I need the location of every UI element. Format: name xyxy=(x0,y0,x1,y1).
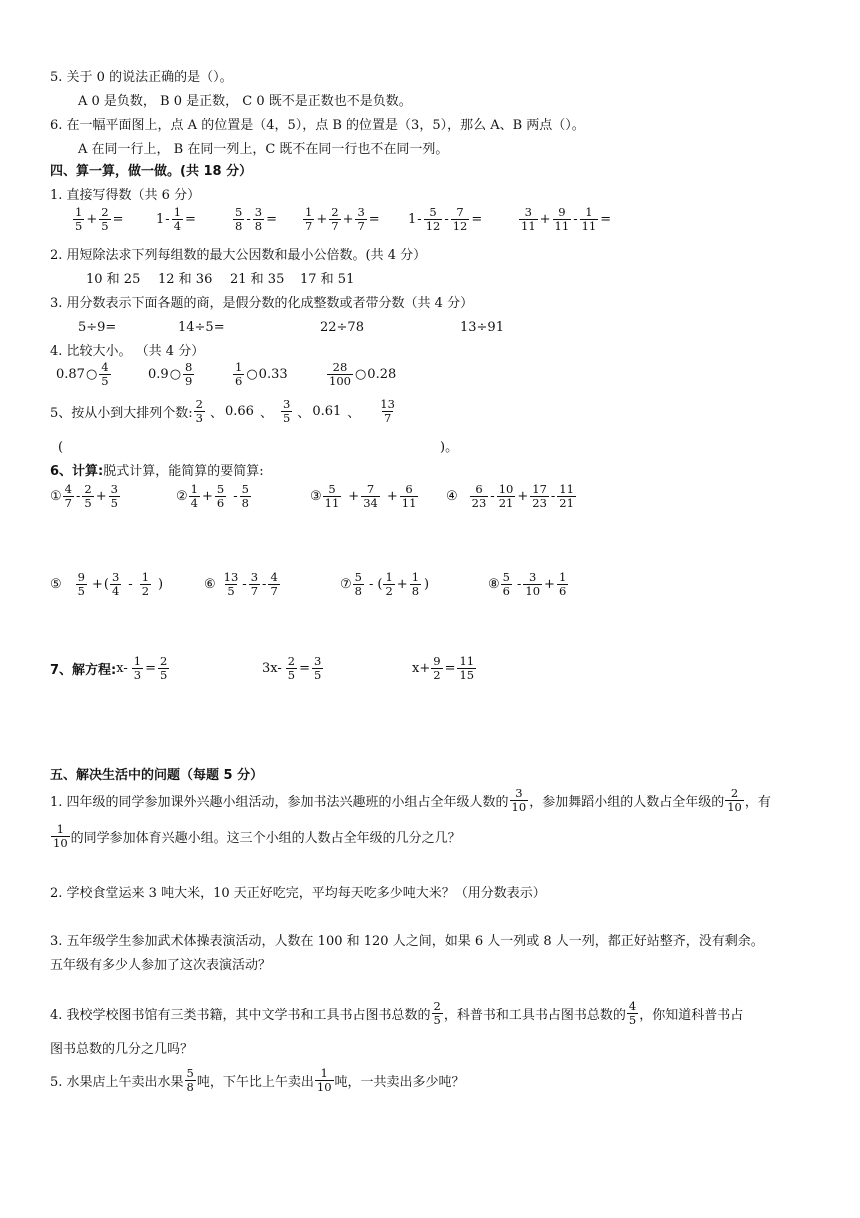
p5-title: 5、按从小到大排列个数: xyxy=(50,406,193,421)
section5-title: 五、解决生活中的问题（每题 5 分） xyxy=(50,768,264,783)
expr-1: ① 4 7 - 2 5 + $\frac{3}{5}$ xyxy=(50,482,118,510)
expr-3: ③ 5 11 + $\frac{7}{34}$ + $\frac{6}{11}$ xyxy=(310,482,417,510)
p2-pair-1: 10 和 25 xyxy=(86,272,141,287)
s5-q4-line1: 4. 我校学校图书馆有三类书籍，其中文学书和工具书占图书总数的 2 5 ，科普书和工具书占图书总数的 4 5 ，你知道科普书占 xyxy=(50,999,744,1027)
q5-options: A 0 是负数， B 0 是正数， C 0 既不是正数也不是负数。 xyxy=(78,94,412,109)
p7-title: 7、解方程: xyxy=(50,663,117,678)
expr-7: ⑦ 5 8 - ( 1 2 + $\frac{1}{8}$ ) xyxy=(340,570,430,598)
section4-title: 四、算一算，做一做。(共 18 分） xyxy=(50,164,253,179)
calc-item-4: 1 7 + $\frac{2}{7}$ + $\frac{3}{7}$ = xyxy=(305,205,380,233)
equation-3: x+ $\frac{9}{2}$ = $\frac{11}{15}$ xyxy=(412,654,475,682)
calc-item-5: 1 - 5 12 - $\frac{7}{12}$ = xyxy=(408,205,483,233)
s5-q1-line2: 1 10 的同学参加体育兴趣小组。这三个小组的人数占全年级的几分之几？ xyxy=(53,822,461,850)
calc-item-2: 1 - $\frac{1}{4}$ = xyxy=(156,205,196,233)
expr-8: ⑧ 5 6 - 3 10 + $\frac{1}{6}$ xyxy=(488,570,567,598)
p6-title-line xyxy=(50,464,264,480)
s5-q4-line2: 图书总数的几分之几吗？ xyxy=(50,1042,194,1057)
p6-subtitle: 脱式计算，能简算的要简算: xyxy=(103,464,264,479)
p3-item-1: 5÷9= xyxy=(78,320,117,335)
p4-title: 4. 比较大小。 （共 4 分） xyxy=(50,344,205,359)
calc-item-6: 3 11 + $\frac{9}{11}$ - $\frac{1}{11}$ = xyxy=(521,205,612,233)
expr-6: ⑥ 13 5 - 3 7 - 4 7 xyxy=(204,570,278,598)
compare-item-3: 1 6 ○ 0.33 xyxy=(235,360,288,388)
p3-title: 3. 用分数表示下面各题的商，是假分数的化成整数或者带分数（共 4 分） xyxy=(50,296,474,311)
q6-stem: 6. 在一幅平面图上，点 A 的位置是（4，5），点 B 的位置是（3，5），那么 A、B 两点（）。 xyxy=(50,118,585,133)
s5-q3-line1: 3. 五年级学生参加武术体操表演活动，人数在 100 和 120 人之间，如果 6 人一列或 8 人一列，都正好站整齐，没有剩余。 xyxy=(50,934,764,949)
s5-q3-line2: 五年级有多少人参加了这次表演活动？ xyxy=(50,958,272,973)
s5-q2: 2. 学校食堂运来 3 吨大米，10 天正好吃完，平均每天吃多少吨大米？（用分数表示） xyxy=(50,886,546,901)
p3-item-4: 13÷91 xyxy=(460,320,504,335)
p3-item-3: 22÷78 xyxy=(320,320,364,335)
expr-5: ⑤ 9 5 + ( 3 4 - 1 2 ) xyxy=(50,570,164,598)
p2-title: 2. 用短除法求下列每组数的最大公因数和最小公倍数。(共 4 分） xyxy=(50,248,427,263)
p6-title: 6、计算: xyxy=(50,464,104,479)
calc-item-1: 1 5 + $\frac{2}{5}$ = xyxy=(75,205,124,233)
p5-blank-close: )。 xyxy=(440,440,459,455)
equation-1: 7、解方程: x- $\frac{1}{3}$ = $\frac{2}{5}$ xyxy=(50,654,168,682)
calc-item-3: 5 8 - $\frac{3}{8}$ = xyxy=(235,205,277,233)
equation-2: 3x- $\frac{2}{5}$ = $\frac{3}{5}$ xyxy=(262,654,322,682)
p1-title: 1. 直接写得数（共 6 分） xyxy=(50,188,201,203)
compare-item-2: 0.9 ○ 8 9 xyxy=(148,360,193,388)
p2-pair-3: 21 和 35 xyxy=(230,272,285,287)
p5-blank-open: ( xyxy=(58,440,64,455)
compare-item-4: 28 100 ○ 0.28 xyxy=(329,360,397,388)
p3-item-2: 14÷5= xyxy=(178,320,225,335)
expr-4: ④ 6 23 - 10 21 + $\frac{17}{23}$ - 11 21 xyxy=(446,482,574,510)
compare-item-1: 0.87 ○ 4 5 xyxy=(56,360,109,388)
s5-q1-line1: 1. 四年级的同学参加课外兴趣小组活动，参加书法兴趣班的小组占全年级人数的 3 10 ，参加舞蹈小组的人数占全年级的 2 10 ，有 xyxy=(50,786,771,814)
q6-options: A 在同一行上， B 在同一列上，C 既不在同一行也不在同一列。 xyxy=(78,142,449,157)
p2-pair-2: 12 和 36 xyxy=(158,272,213,287)
p2-pair-4: 17 和 51 xyxy=(300,272,355,287)
q5-stem: 5. 关于 0 的说法正确的是（）。 xyxy=(50,70,233,85)
s5-q5: 5. 水果店上午卖出水果 5 8 吨，下午比上午卖出 1 10 吨，一共卖出多少吨？ xyxy=(50,1066,465,1094)
p5-order-row: 5、按从小到大排列个数: 2 3 、 0.66 、 3 5 、 0.61 、 13 7 xyxy=(50,397,395,425)
expr-2: ② 1 4 + $\frac{5}{6}$ - 5 8 xyxy=(176,482,249,510)
